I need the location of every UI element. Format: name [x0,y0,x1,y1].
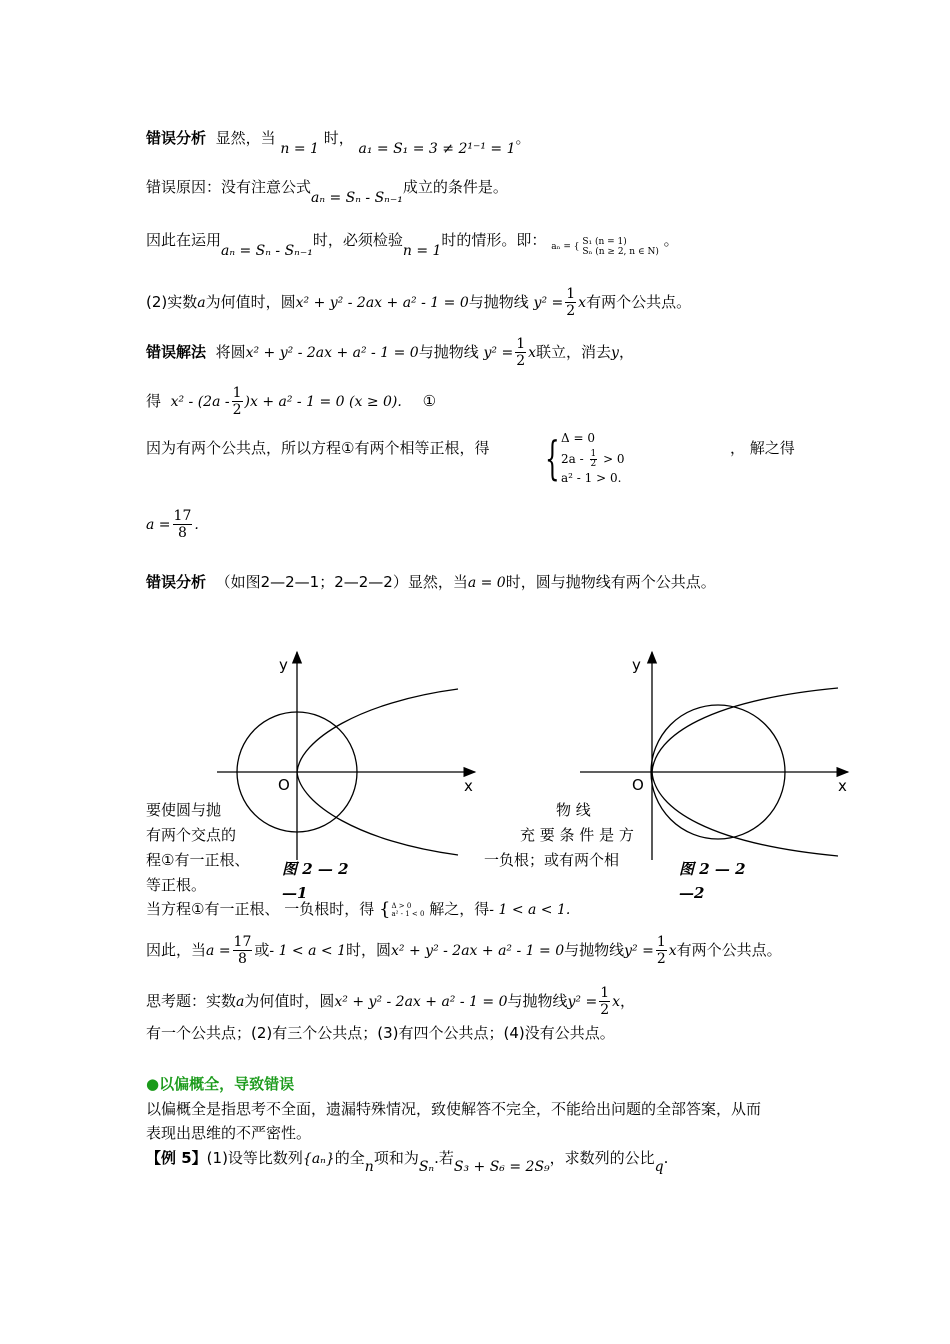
conclusion-line [146,934,782,967]
text: 项和为 [373,1149,419,1167]
text: 为何值时，圆 [244,992,335,1010]
denominator: 2 [516,353,526,369]
piecewise-case-1: S₁ (n = 1) [582,236,627,247]
numerator: 1 [656,934,666,950]
numerator: 17 [233,934,252,950]
error-reason-line [146,177,508,206]
system-line-1: Δ > 0 [391,901,412,910]
math-parabola-rhs: x [668,943,677,959]
wrap-text: 充 要 条 件 是 方 [520,826,634,844]
denominator: 8 [177,525,187,541]
numerator: 17 [173,508,192,524]
fraction-one-half [590,450,598,469]
math-circle-equation: x² + y² - 2ax + a² - 1 = 0 [334,994,508,1010]
math-n-equals-1: n = 1 [402,243,442,259]
figures-svg [0,640,950,870]
wrap-text: 物 线 [556,801,591,819]
label-wrong-solution: 错误解法 [146,343,207,361]
numerator: 1 [590,449,597,459]
fraction-one-half [232,385,243,418]
numerator: 1 [516,336,526,352]
x-axis-label: x [464,777,473,795]
math-var-a: a [236,994,245,1010]
fraction-one-half [656,934,667,967]
label-error-analysis: 错误分析 [146,573,207,591]
system-line-2: a² - 1 < 0 [391,909,425,918]
result-a-line [146,508,199,541]
denominator: 8 [238,951,247,967]
origin-label: O [632,776,644,794]
example-5-line [146,1148,669,1175]
math-parabola-lhs: y² = [567,994,598,1010]
math-range: - 1 < a < 1 [269,943,346,959]
math-parabola-rhs: x [578,295,587,311]
figure-caption-1-suffix: —1 [282,884,308,902]
text: 成立的条件是。 [402,178,508,196]
text: 有两个公共点。 [676,941,782,959]
text: . [663,1149,669,1167]
math-a-equals-0: a = 0 [467,575,506,591]
text: 因为有两个公共点，所以方程①有两个相等正根，得 [146,439,490,457]
two-equal-roots-line [146,438,489,458]
wrap-text: 一负根；或有两个相 [484,851,620,869]
piecewise-an [551,237,659,257]
numerator: 1 [566,286,576,302]
wrong-solution-line [146,336,634,369]
equation-mark-1: ① [422,392,437,410]
figure-caption-2-suffix: —2 [679,884,705,902]
numerator: 1 [600,985,610,1001]
denominator: 2 [600,1002,610,1018]
text: 有两个公共点。 [586,293,692,311]
inequality-system-1: { Δ = 0 2a - $\frac{1}{2}$ > 0 a² - 1 > 0. [545,431,625,485]
math-n: n [364,1159,374,1175]
math-sequence: {aₙ} [302,1151,335,1167]
solve-text [730,438,795,458]
example-label: 【例 5】 [146,1149,207,1167]
exercise-options-line: 有一个公共点；(2)有三个公共点；(3)有四个公共点；(4)没有公共点。 [146,1024,615,1042]
text: 与抛物线 [507,992,568,1010]
math-var-a: a [197,295,206,311]
denominator: 2 [232,402,242,418]
inequality-system-2: { Δ > 0 a² - 1 < 0 [379,898,425,920]
text: 因此在运用 [146,231,222,249]
problem-2-line [146,286,691,319]
math-a-equals: a = [206,943,231,959]
y-axis-label: y [632,656,641,674]
math-equation-left: x² - (2a - [170,394,230,410]
text: 得 [146,392,162,410]
fraction-one-half [515,336,526,369]
math-circle-equation: x² + y² - 2ax + a² - 1 = 0 [245,345,419,361]
x-axis-label: x [838,777,847,795]
text: 的全 [334,1149,365,1167]
error-analysis-line-1 [146,128,531,157]
piecewise-case-2: Sₙ (n ≥ 2, n ∈ N) [582,246,659,257]
piecewise-lhs: aₙ = { [551,241,580,252]
math-parabola-lhs: y² = [624,943,654,959]
math-sn: Sₙ [418,1159,435,1175]
text: 时，圆与抛物线有两个公共点。 [505,573,716,591]
text: 将圆 [215,343,246,361]
figure-caption-1: 图 2 — 2 [282,860,349,878]
text: 显然，当 [215,129,276,147]
y-axis-label: y [279,656,288,674]
check-n1-line [146,230,679,259]
text: 联立，消去 [536,343,612,361]
math-condition: S₃ + S₆ = 2S₉ [453,1159,550,1175]
origin-label: O [278,776,290,794]
denominator: 2 [566,303,576,319]
text: 时，必须检验 [312,231,403,249]
fraction-17-8 [173,508,193,541]
text: 。 [663,231,679,249]
numerator: 1 [232,385,242,401]
text: 与抛物线 [418,343,479,361]
text: 时，圆 [346,941,392,959]
denominator: 2 [590,459,597,469]
text: 因此，当 [146,941,207,959]
math-equation-right: )x + a² - 1 = 0 (x ≥ 0). [244,394,402,410]
wrap-text: 要使圆与抛 [146,801,222,819]
one-positive-root-line [146,899,570,920]
label-error-analysis: 错误分析 [146,129,207,147]
fraction-17-8 [233,934,253,967]
system-line-1: Δ = 0 [561,431,595,445]
fraction-one-half [565,286,576,319]
paragraph-line-2: 表现出思维的不严密性。 [146,1124,312,1142]
math-n-equals-1: n = 1 [280,141,319,157]
wrap-text: 有两个交点的 [146,826,237,844]
text: 为何值时，圆 [205,293,296,311]
text: ， 解之得 [730,439,795,457]
math-parabola-rhs: x [612,994,621,1010]
text: ， [618,343,634,361]
text: （如图2—2—1；2—2—2）显然，当 [215,573,468,591]
text: ， [620,992,636,1010]
system-expr: > 0 [603,452,625,466]
math-circle-equation: x² + y² - 2ax + a² - 1 = 0 [295,295,469,311]
wrap-text: 程①有一正根、 [146,851,250,869]
text: . [194,517,199,533]
text: .若 [434,1149,454,1167]
text: (1)设等比数列 [206,1149,303,1167]
text: 与抛物线 [468,293,529,311]
figure-caption-2: 图 2 — 2 [679,860,746,878]
system-line-3: a² - 1 > 0. [561,471,622,485]
fraction-one-half [599,985,610,1018]
paragraph-line-1: 以偏概全是指思考不全面，遗漏特殊情况，致使解答不完全，不能给出问题的全部答案，从而 [146,1100,762,1118]
math-parabola-lhs: y² = [533,295,564,311]
math-var-y: y [611,345,619,361]
figure-2-2-1 [217,652,475,860]
math-parabola-lhs: y² = [483,345,514,361]
text: 解之，得 [429,900,490,918]
text: 时， [323,129,354,147]
section-heading: ●以偏概全，导致错误 [146,1075,295,1093]
text: (2)实数 [146,293,198,311]
text: 错误原因：没有注意公式 [146,178,312,196]
text: 思考题：实数 [146,992,237,1010]
math-an-formula: aₙ = Sₙ - Sₙ₋₁ [311,190,403,206]
system-line-2 [561,450,625,469]
equation-1-line [146,385,436,418]
exercise-line [146,985,635,1018]
error-analysis-line-2 [146,572,716,593]
math-parabola-rhs: x [528,345,537,361]
math-q: q [654,1159,664,1175]
text: 当方程①有一正根、 一负根时，得 [146,900,375,918]
text: 时的情形。即： [441,231,547,249]
text: 。 [515,129,531,147]
math-an-formula: aₙ = Sₙ - Sₙ₋₁ [221,243,313,259]
system-expr: 2a - [561,452,584,466]
wrap-text: 等正根。 [146,876,207,894]
text: 与抛物线 [564,941,625,959]
math-a-equals: a = [146,517,171,533]
text: 或 [254,941,270,959]
math-a1-s1: a₁ = S₁ = 3 ≠ 2¹⁻¹ = 1 [358,141,516,157]
math-circle-equation: x² + y² - 2ax + a² - 1 = 0 [391,943,565,959]
text: ，求数列的公比 [549,1149,655,1167]
denominator: 2 [656,951,666,967]
math-range: - 1 < a < 1. [489,902,571,918]
